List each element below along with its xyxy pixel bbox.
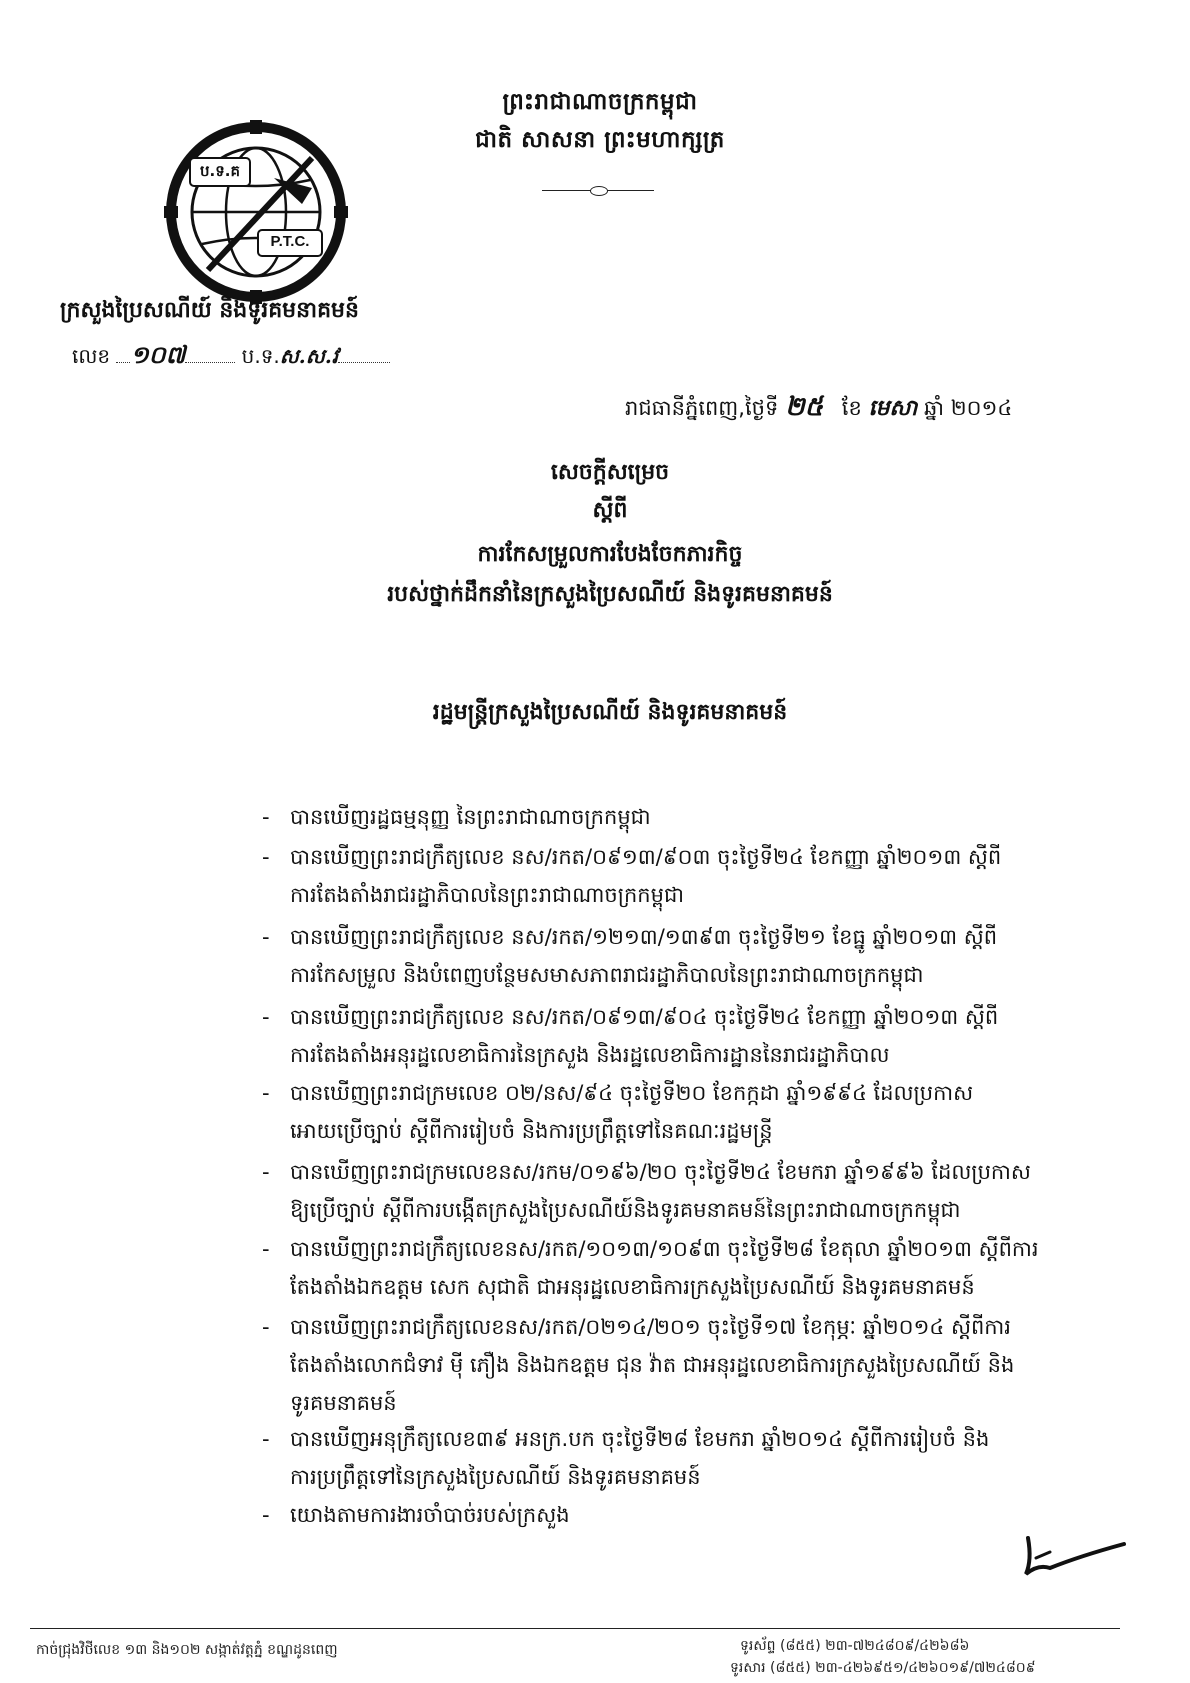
reference-text-line: បានឃើញព្រះរាជក្រឹត្យលេខនស/រកត/១០១៣/១០៩៣ ចុះថ្ងៃទី២៨ ខែតុលា ឆ្នាំ២០១៣ ស្តីពីការ — [290, 1237, 1039, 1261]
date-prefix: រាជធានីភ្នំពេញ,ថ្ងៃទី — [625, 396, 779, 420]
decision-subject-line2: របស់ថ្នាក់ដឹកនាំនៃក្រសួងប្រៃសណីយ៍ និងទូរគមនាគមន៍ — [387, 582, 833, 607]
footer-divider — [30, 1628, 1120, 1629]
logo-top-text: ប.ទ.គ — [200, 162, 240, 180]
date-year: ឆ្នាំ ២០១៤ — [924, 396, 1013, 420]
footer-fax: ទូរសារ (៨៥៥) ២៣-៤២៦៩៥១/៤២៦០១៩/៧២៤៨០៩ — [730, 1660, 1036, 1676]
list-bullet: - — [262, 925, 270, 949]
decision-subject-line1: ការកែសម្រួលការបែងចែកភារកិច្ច — [477, 542, 743, 567]
date-month-label: ខែ — [841, 396, 862, 420]
reference-text-line: បានឃើញអនុក្រឹត្យលេខ៣៩ អនក្រ.បក ចុះថ្ងៃទី២៨ ខែមករា ឆ្នាំ២០១៤ ស្តីពីការរៀបចំ និង — [290, 1427, 990, 1451]
reference-text-line: តែងតាំងឯកឧត្តម សេក សុជាតិ ជាអនុរដ្ឋលេខាធិការក្រសួងប្រៃសណីយ៍ និងទូរគមនាគមន៍ — [290, 1275, 975, 1299]
list-bullet: - — [262, 1081, 270, 1105]
logo-bottom-text: P.T.C. — [270, 233, 310, 250]
issuer-title: រដ្ឋមន្ត្រីក្រសួងប្រៃសណីយ៍ និងទូរគមនាគមន៍ — [432, 700, 788, 725]
list-bullet: - — [262, 1427, 270, 1451]
date-month: មេសា — [868, 395, 918, 421]
reference-text-line: បានឃើញព្រះរាជក្រឹត្យលេខ នស/រកត/០៩១៣/៩០៤ ចុះថ្ងៃទី២៤ ខែកញ្ញា ឆ្នាំ២០១៣ ស្តីពី — [290, 1005, 999, 1029]
reference-text-line: ទូរគមនាគមន៍ — [290, 1391, 397, 1415]
reference-text-line: ការកែសម្រួល និងបំពេញបន្ថែមសមាសភាពរាជរដ្ឋាភិបាលនៃព្រះរាជាណាចក្រកម្ពុជា — [290, 963, 924, 987]
code-value: ស.ស.វ — [279, 344, 339, 368]
footer-phone: ទូរស័ព្ទ (៨៥៥) ២៣-៧២៤៨០៩/៤២៦៨៦ — [740, 1638, 970, 1654]
decision-subject-label: ស្តីពី — [592, 498, 628, 523]
date-day: ២៥ — [785, 392, 824, 422]
reference-text-line: ការតែងតាំងរាជរដ្ឋាភិបាលនៃព្រះរាជាណាចក្រកម្ពុជា — [290, 883, 684, 907]
reference-number — [72, 340, 452, 375]
document-date — [625, 390, 1105, 428]
signature-mark — [1020, 1530, 1130, 1580]
kingdom-title: ព្រះរាជាណាចក្រកម្ពុជា — [502, 89, 698, 115]
footer-address: កាច់ជ្រុងវិថីលេខ ១៣ និង១០២ សង្កាត់វត្តភ្នំ ខណ្ឌដូនពេញ — [36, 1642, 338, 1658]
reference-text-line: ការប្រព្រឹត្តទៅនៃក្រសួងប្រៃសណីយ៍ និងទូរគមនាគមន៍ — [290, 1465, 701, 1489]
reference-text-line: បានឃើញព្រះរាជក្រឹត្យលេខ នស/រកត/០៩១៣/៩០៣ ចុះថ្ងៃទី២៤ ខែកញ្ញា ឆ្នាំ២០១៣ ស្តីពី — [290, 845, 1002, 869]
number-value: ១០៧ — [130, 340, 186, 369]
reference-text-line: បានឃើញព្រះរាជក្រឹត្យលេខនស/រកត/០២១៤/២០១ ចុះថ្ងៃទី១៧ ខែកុម្ភៈ ឆ្នាំ២០១៤ ស្តីពីការ — [290, 1315, 1011, 1339]
ministry-logo — [162, 118, 350, 306]
reference-text-line: ការតែងតាំងអនុរដ្ឋលេខាធិការនៃក្រសួង និងរដ្ឋលេខាធិការដ្ឋាននៃរាជរដ្ឋាភិបាល — [290, 1043, 890, 1067]
reference-text-line: បានឃើញព្រះរាជក្រឹត្យលេខ នស/រកត/១២១៣/១៣៩៣ ចុះថ្ងៃទី២១ ខែធ្នូ ឆ្នាំ២០១៣ ស្តីពី — [290, 925, 998, 949]
list-bullet: - — [262, 845, 270, 869]
list-bullet: - — [262, 1160, 270, 1184]
list-bullet: - — [262, 1503, 270, 1527]
header-divider — [542, 190, 654, 191]
reference-text-line: យោងតាមការងារចាំបាច់របស់ក្រសួង — [290, 1503, 570, 1527]
number-label: លេខ — [72, 344, 111, 368]
list-bullet: - — [262, 805, 270, 829]
ministry-seal-icon — [162, 118, 350, 306]
reference-text-line: តែងតាំងលោកជំទាវ ម៉ី ភឿង និងឯកឧត្តម ជុន វ៉ាត ជាអនុរដ្ឋលេខាធិការក្រសួងប្រៃសណីយ៍ និង — [290, 1353, 1015, 1377]
reference-text-line: ឱ្យប្រើច្បាប់ ស្តីពីការបង្កើតក្រសួងប្រៃសណីយ៍និងទូរគមនាគមន៍នៃព្រះរាជាណាចក្រកម្ពុជា — [290, 1198, 961, 1222]
decision-title: សេចក្តីសម្រេច — [550, 460, 670, 485]
reference-text-line: អោយប្រើច្បាប់ ស្តីពីការរៀបចំ និងការប្រព្រឹត្តទៅនៃគណៈរដ្ឋមន្ត្រី — [290, 1119, 773, 1143]
code-label: ប.ទ. — [241, 344, 280, 368]
ministry-name: ក្រសួងប្រៃសណីយ៍ និងទូរគមនាគមន៍ — [60, 298, 359, 323]
reference-text-line: បានឃើញព្រះរាជក្រមលេខនស/រកម/០១៩៦/២០ ចុះថ្ងៃទី២៤ ខែមករា ឆ្នាំ១៩៩៦ ដែលប្រកាស — [290, 1160, 1031, 1184]
list-bullet: - — [262, 1005, 270, 1029]
reference-text-line: បានឃើញព្រះរាជក្រមលេខ ០២/នស/៩៤ ចុះថ្ងៃទី២០ ខែកក្កដា ឆ្នាំ១៩៩៤ ដែលប្រកាស — [290, 1081, 974, 1105]
reference-text-line: បានឃើញរដ្ឋធម្មនុញ្ញ នៃព្រះរាជាណាចក្រកម្ពុជា — [290, 805, 651, 829]
list-bullet: - — [262, 1237, 270, 1261]
list-bullet: - — [262, 1315, 270, 1339]
national-motto: ជាតិ សាសនា ព្រះមហាក្សត្រ — [475, 127, 725, 153]
